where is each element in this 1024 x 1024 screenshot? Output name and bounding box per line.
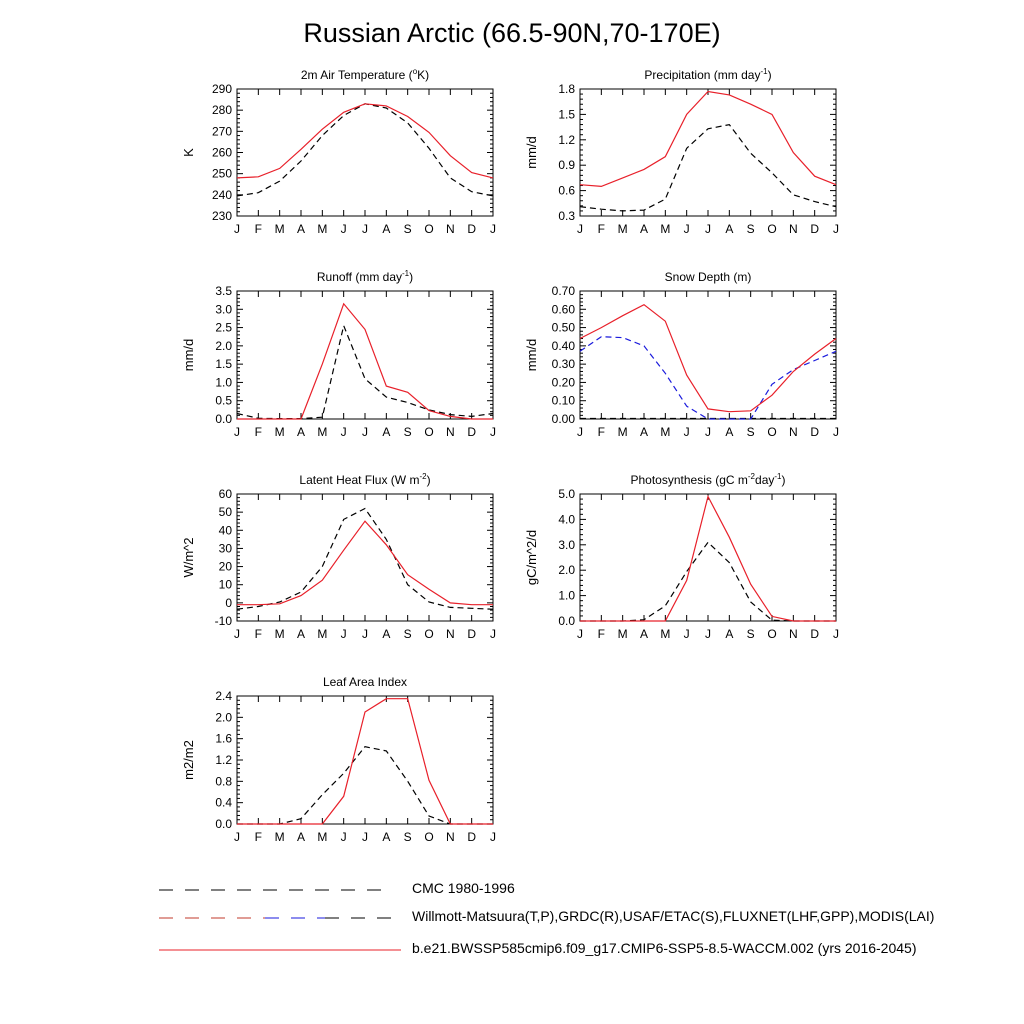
x-tick-label: J — [234, 222, 240, 236]
y-tick-label: 0.0 — [558, 614, 575, 628]
x-tick-label: A — [382, 627, 391, 641]
plot-frame — [580, 291, 836, 419]
x-tick-label: S — [746, 627, 755, 641]
x-tick-label: A — [296, 830, 306, 844]
panel-title: Photosynthesis (gC $m^{-2}day^{-1}$) — [630, 472, 786, 487]
x-tick-label: F — [254, 425, 263, 439]
x-tick-label: A — [725, 425, 734, 439]
x-tick-label: O — [424, 425, 434, 439]
y-tick-label: 0.50 — [551, 320, 575, 335]
panel-lai — [181, 675, 496, 844]
x-tick-label: J — [340, 425, 347, 439]
x-tick-label: J — [234, 627, 240, 641]
x-tick-label: M — [617, 222, 628, 236]
y-tick-label: 1.5 — [215, 357, 232, 372]
y-tick-label: 0.00 — [551, 412, 575, 426]
y-tick-label: 0.70 — [551, 284, 575, 298]
x-tick-label: J — [362, 830, 368, 844]
x-tick-label: N — [445, 627, 455, 641]
x-tick-label: M — [274, 830, 285, 844]
plot-frame — [237, 696, 493, 824]
panel-precip — [524, 67, 839, 236]
legend-label-obs: Willmott-Matsuura(T,P),GRDC(R),USAF/ETAC(S),FLUXNET(LHF,GPP),MODIS(LAI) — [412, 908, 935, 924]
x-tick-label: O — [424, 830, 434, 844]
y-tick-label: 270 — [211, 124, 232, 139]
panel-title: 2m Air Temperature ($^o$K) — [300, 67, 430, 82]
y-tick-label: 0.40 — [551, 338, 575, 353]
x-tick-label: S — [746, 222, 755, 236]
panel-title: Snow Depth (m) — [664, 270, 752, 284]
panel-temp — [181, 67, 496, 236]
x-tick-label: J — [683, 425, 690, 439]
series-line-obs — [237, 747, 493, 824]
y-tick-label: 0.60 — [551, 302, 575, 317]
x-tick-label: F — [254, 222, 263, 236]
x-tick-label: S — [403, 627, 412, 641]
x-tick-label: D — [467, 627, 477, 641]
legend-label-model: b.e21.BWSSP585cmip6.f09_g17.CMIP6-SSP5-8.5-WACCM.002 (yrs 2016-2045) — [412, 940, 917, 956]
y-axis-label: mm/d — [181, 338, 196, 372]
legend-swatch-cmc — [155, 880, 395, 900]
x-tick-label: A — [382, 222, 391, 236]
series-line-model — [237, 304, 493, 419]
x-tick-label: D — [467, 425, 477, 439]
x-tick-label: M — [274, 222, 285, 236]
y-tick-label: 250 — [211, 166, 232, 181]
y-tick-label: 3.0 — [558, 537, 575, 552]
x-tick-label: A — [296, 222, 306, 236]
y-tick-label: 240 — [211, 187, 232, 202]
series-line-model — [237, 104, 493, 178]
y-tick-label: 1.0 — [215, 375, 232, 390]
y-tick-label: 260 — [211, 145, 232, 160]
legend-item-model — [0, 940, 1024, 960]
x-tick-label: J — [234, 830, 240, 844]
x-tick-label: J — [234, 425, 240, 439]
y-tick-label: 1.2 — [558, 132, 575, 147]
x-tick-label: A — [639, 425, 649, 439]
x-tick-label: A — [382, 425, 391, 439]
x-tick-label: S — [403, 425, 412, 439]
figure-title: Russian Arctic (66.5-90N,70-170E) — [303, 18, 721, 48]
x-tick-label: J — [340, 830, 347, 844]
x-tick-label: N — [445, 830, 455, 844]
x-tick-label: O — [767, 425, 777, 439]
x-tick-label: F — [254, 627, 263, 641]
y-tick-label: 30 — [218, 541, 232, 556]
x-tick-label: M — [317, 222, 328, 236]
x-tick-label: A — [296, 425, 306, 439]
y-tick-label: 0.6 — [558, 183, 575, 198]
panel-lhf — [181, 472, 496, 641]
x-tick-label: J — [833, 222, 839, 236]
x-tick-label: J — [362, 425, 368, 439]
y-tick-label: 2.0 — [215, 710, 232, 725]
panel-gpp — [524, 472, 839, 641]
series-line-model — [580, 92, 836, 187]
x-tick-label: M — [274, 425, 285, 439]
legend-swatch-model — [155, 940, 405, 960]
x-tick-label: J — [705, 425, 711, 439]
legend-label-cmc: CMC 1980-1996 — [412, 880, 515, 896]
x-tick-label: O — [424, 627, 434, 641]
plot-frame — [237, 494, 493, 621]
x-tick-label: M — [660, 627, 671, 641]
y-tick-label: 0.3 — [558, 209, 575, 223]
x-tick-label: M — [317, 830, 328, 844]
legend-item-cmc — [0, 880, 1024, 900]
y-tick-label: 50 — [218, 505, 232, 520]
x-tick-label: N — [445, 222, 455, 236]
x-tick-label: D — [810, 222, 820, 236]
x-tick-label: S — [403, 830, 412, 844]
y-tick-label: 1.5 — [558, 107, 575, 122]
x-tick-label: J — [683, 222, 690, 236]
y-tick-label: 0.10 — [551, 393, 575, 408]
legend-item-obs — [0, 908, 1024, 928]
x-tick-label: J — [490, 627, 496, 641]
series-line-obs_alt — [580, 337, 836, 419]
x-tick-label: O — [767, 627, 777, 641]
y-tick-label: 1.6 — [215, 731, 232, 746]
y-tick-label: 2.5 — [215, 320, 232, 335]
plot-frame — [237, 89, 493, 216]
y-tick-label: 2.0 — [215, 338, 232, 353]
x-tick-label: J — [833, 627, 839, 641]
y-tick-label: 0.20 — [551, 375, 575, 390]
x-tick-label: J — [340, 627, 347, 641]
y-tick-label: 5.0 — [558, 487, 575, 501]
y-axis-label: mm/d — [524, 338, 539, 372]
y-tick-label: 0.9 — [558, 158, 575, 173]
plot-frame — [580, 494, 836, 621]
series-line-obs — [237, 509, 493, 610]
x-tick-label: M — [660, 222, 671, 236]
x-tick-label: A — [725, 627, 734, 641]
panel-title: Runoff (mm day$^{-1}$) — [316, 269, 414, 284]
y-tick-label: 0 — [225, 595, 232, 610]
x-tick-label: N — [788, 222, 798, 236]
x-tick-label: J — [833, 425, 839, 439]
y-tick-label: 0.30 — [551, 357, 575, 372]
y-axis-label: gC/m^2/d — [524, 529, 539, 586]
x-tick-label: S — [746, 425, 755, 439]
y-axis-label: K — [181, 148, 196, 157]
plot-frame — [237, 291, 493, 419]
x-tick-label: J — [577, 425, 583, 439]
series-line-model — [580, 305, 836, 412]
x-tick-label: J — [577, 627, 583, 641]
y-tick-label: 4.0 — [558, 512, 575, 527]
series-line-model — [580, 497, 836, 622]
y-tick-label: 60 — [218, 487, 232, 501]
x-tick-label: M — [617, 627, 628, 641]
x-tick-label: J — [490, 425, 496, 439]
y-tick-label: 1.8 — [558, 82, 575, 96]
y-tick-label: 290 — [211, 82, 232, 96]
y-tick-label: 20 — [218, 559, 232, 574]
y-tick-label: 2.0 — [558, 563, 575, 578]
y-tick-label: 280 — [211, 103, 232, 118]
series-line-obs — [237, 104, 493, 196]
y-axis-label: m2/m2 — [181, 740, 196, 780]
series-line-model — [237, 699, 493, 824]
x-tick-label: M — [317, 627, 328, 641]
x-tick-label: S — [403, 222, 412, 236]
y-tick-label: 2.4 — [215, 689, 232, 703]
y-axis-label: mm/d — [524, 136, 539, 169]
y-tick-label: 1.2 — [215, 753, 232, 767]
plot-frame — [580, 89, 836, 216]
x-tick-label: J — [340, 222, 347, 236]
y-axis-label: W/m^2 — [181, 537, 196, 578]
panel-title: Leaf Area Index — [322, 675, 408, 689]
x-tick-label: F — [597, 627, 606, 641]
y-tick-label: -10 — [214, 614, 232, 628]
x-tick-label: J — [362, 222, 368, 236]
x-tick-label: M — [274, 627, 285, 641]
series-line-obs — [580, 125, 836, 211]
y-tick-label: 0.8 — [215, 774, 232, 789]
y-tick-label: 3.5 — [215, 284, 232, 298]
y-tick-label: 40 — [218, 523, 232, 538]
x-tick-label: J — [577, 222, 583, 236]
y-tick-label: 10 — [218, 577, 232, 592]
x-tick-label: A — [382, 830, 391, 844]
x-tick-label: J — [705, 627, 711, 641]
x-tick-label: F — [597, 222, 606, 236]
panel-title: Latent Heat Flux (W $m^{-2}$) — [299, 472, 431, 487]
x-tick-label: N — [788, 627, 798, 641]
x-tick-label: N — [788, 425, 798, 439]
y-tick-label: 0.4 — [215, 795, 232, 810]
x-tick-label: D — [810, 627, 820, 641]
y-tick-label: 0.0 — [215, 412, 232, 426]
x-tick-label: J — [490, 830, 496, 844]
x-tick-label: N — [445, 425, 455, 439]
series-line-obs — [237, 326, 493, 419]
x-tick-label: M — [660, 425, 671, 439]
x-tick-label: A — [725, 222, 734, 236]
x-tick-label: J — [683, 627, 690, 641]
series-line-model — [237, 521, 493, 605]
y-tick-label: 230 — [211, 209, 232, 223]
legend-swatch-obs — [155, 908, 395, 928]
y-tick-label: 0.0 — [215, 817, 232, 831]
x-tick-label: M — [617, 425, 628, 439]
x-tick-label: D — [810, 425, 820, 439]
x-tick-label: A — [296, 627, 306, 641]
y-tick-label: 3.0 — [215, 302, 232, 317]
x-tick-label: D — [467, 830, 477, 844]
x-tick-label: J — [490, 222, 496, 236]
x-tick-label: D — [467, 222, 477, 236]
panel-title: Precipitation (mm day$^{-1}$) — [644, 67, 772, 82]
x-tick-label: A — [639, 627, 649, 641]
x-tick-label: F — [254, 830, 263, 844]
x-tick-label: F — [597, 425, 606, 439]
panel-runoff — [181, 269, 496, 439]
x-tick-label: O — [424, 222, 434, 236]
x-tick-label: J — [362, 627, 368, 641]
x-tick-label: M — [317, 425, 328, 439]
x-tick-label: J — [705, 222, 711, 236]
series-line-obs — [580, 542, 836, 621]
y-tick-label: 1.0 — [558, 588, 575, 603]
y-tick-label: 0.5 — [215, 393, 232, 408]
x-tick-label: O — [767, 222, 777, 236]
panel-snow — [524, 270, 839, 439]
x-tick-label: A — [639, 222, 649, 236]
